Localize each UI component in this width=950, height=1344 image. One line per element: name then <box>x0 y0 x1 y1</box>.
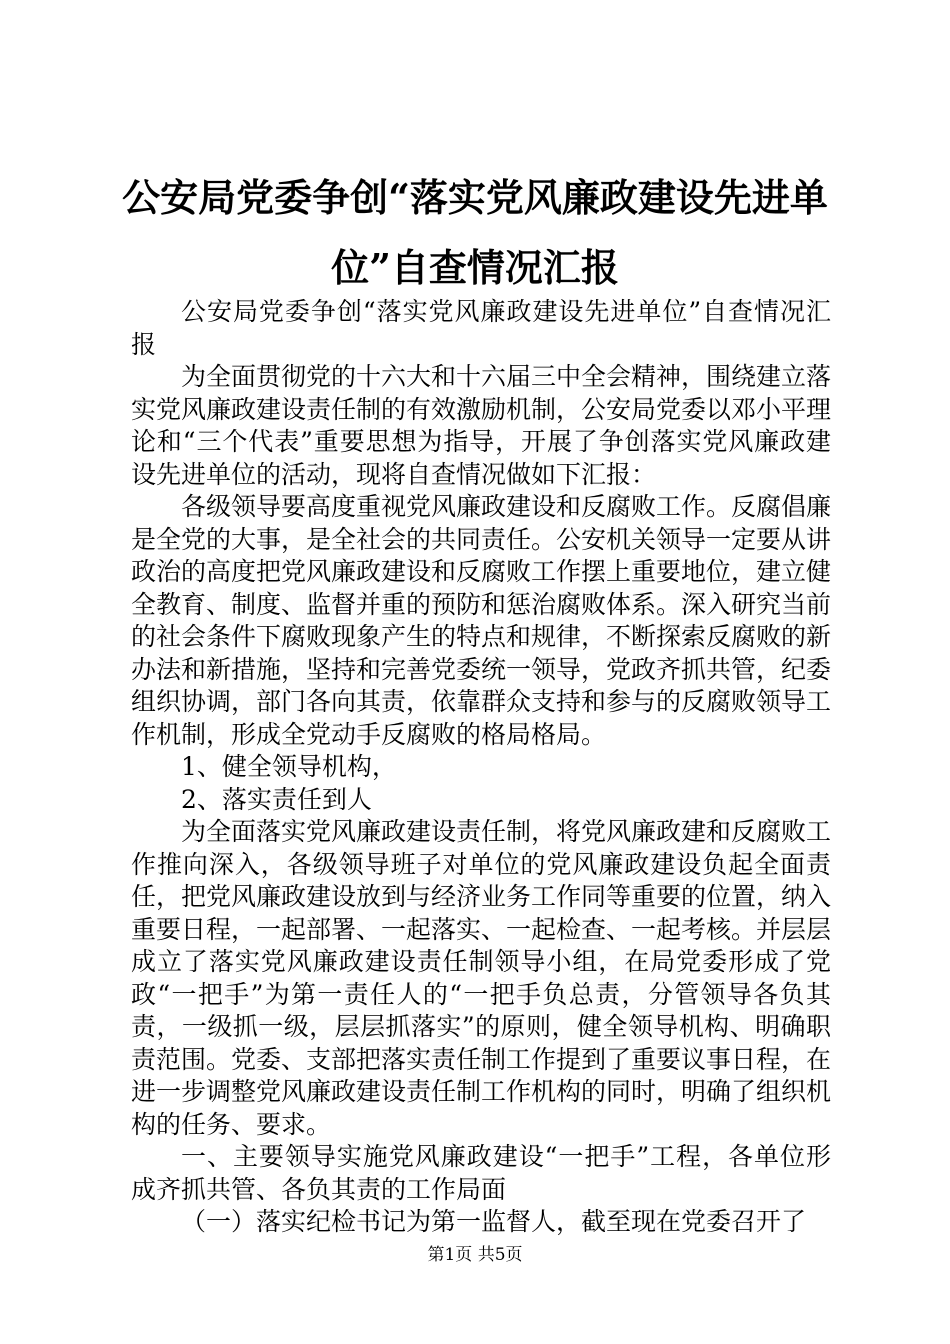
paragraph: 公安局党委争创“落实党风廉政建设先进单位”自查情况汇报 <box>131 297 831 359</box>
document-body <box>131 296 831 1239</box>
paragraph: 为全面落实党风廉政建设责任制，将党风廉政建和反腐败工作推向深入，各级领导班子对单位的党风廉政建设负起全面责任，把党风廉政建设放到与经济业务工作同等重要的位置，纳入重要日程，一起部署、一起落实、一起检查、一起考核。并层层成立了落实党风廉政建设责任制领导小组，在局党委形成了党政“一把手”为第一责任人的“一把手负总责，分管领导各负其责，一级抓一级，层层抓落实”的原则，健全领导机构、明确职责范围。党委、支部把落实责任制工作提到了重要议事日程，在进一步调整党风廉政建设责任制工作机构的同时，明确了组织机构的任务、要求。 <box>131 817 832 1139</box>
title-line-2: 位”自查情况汇报 <box>331 245 619 290</box>
section-heading: 一、主要领导实施党风廉政建设“一把手”工程，各单位形成齐抓共管、各负其责的工作局面 <box>131 1142 831 1204</box>
page-footer: 第1页 共5页 <box>427 1245 523 1265</box>
document-title <box>100 163 850 303</box>
paragraph: 为全面贯彻党的十六大和十六届三中全会精神，围绕建立落实党风廉政建设责任制的有效激励机制，公安局党委以邓小平理论和“三个代表”重要思想为指导，开展了争创落实党风廉政建设先进单位的活动，现将自查情况做如下汇报： <box>131 362 832 489</box>
list-item: 1、健全领导机构， <box>181 752 397 781</box>
list-item: 2、落实责任到人 <box>181 784 372 814</box>
title-line-1: 公安局党委争创“落实党风廉政建设先进单 <box>122 175 828 220</box>
paragraph: （一）落实纪检书记为第一监督人，截至现在党委召开了 <box>181 1207 807 1236</box>
paragraph: 各级领导要高度重视党风廉政建设和反腐败工作。反腐倡廉是全党的大事，是全社会的共同责任。公安机关领导一定要从讲政治的高度把党风廉政建设和反腐败工作摆上重要地位，建立健全教育、制度、监督并重的预防和惩治腐败体系。深入研究当前的社会条件下腐败现象产生的特点和规律，不断探索反腐败的新办法和新措施，坚持和完善党委统一领导，党政齐抓共管，纪委组织协调，部门各向其责，依靠群众支持和参与的反腐败领导工作机制，形成全党动手反腐败的格局格局。 <box>131 492 832 749</box>
